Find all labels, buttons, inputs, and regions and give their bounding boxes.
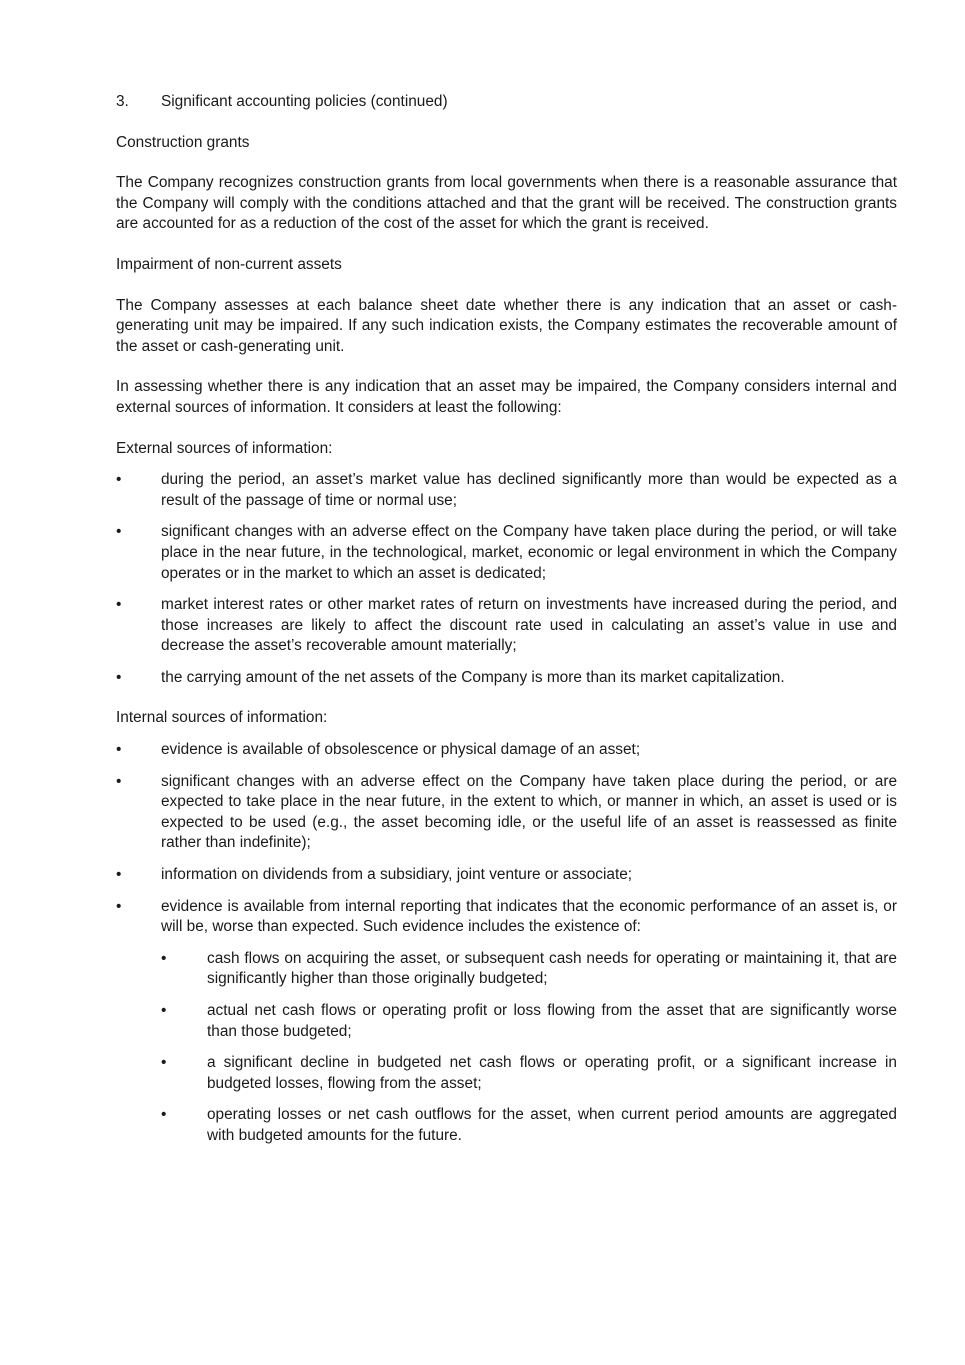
internal-evidence-sublist [161, 949, 897, 1147]
bullet-icon: • [116, 772, 122, 790]
list-item [116, 740, 897, 761]
bullet-icon: • [161, 1106, 167, 1124]
sub-list-item-text: a significant decline in budgeted net cash flows or operating profit, or a significant increase in budgeted losses, flowing from the asset; [207, 1054, 897, 1092]
list-item-text: significant changes with an adverse effect on the Company have taken place during the period, or will take place in the near future, in the technological, market, economic or legal environment in which the Company operates or in the market to which an asset is dedicated; [161, 523, 897, 582]
list-item-text: during the period, an asset’s market value has declined significantly more than would be expected as a result of the passage of time or normal use; [161, 471, 897, 509]
list-item [116, 772, 897, 854]
sub-list-item [161, 1001, 897, 1042]
bullet-icon: • [116, 668, 122, 686]
sub-list-item-text: actual net cash flows or operating profit or loss flowing from the asset that are significantly worse than those budgeted; [207, 1002, 897, 1040]
list-item [116, 522, 897, 584]
bullet-icon: • [161, 949, 167, 967]
construction-grants-paragraph: The Company recognizes construction grants from local governments when there is a reasonable assurance that the Company will comply with the conditions attached and that the grant will be received. The construction grants are accounted for as a reduction of the cost of the asset for which the grant is received. [116, 174, 897, 233]
list-item [116, 595, 897, 657]
list-item-text: evidence is available from internal reporting that indicates that the economic performance of an asset is, or will be, worse than expected. Such evidence includes the existence of: [161, 897, 897, 936]
section-title: Significant accounting policies (continued) [161, 93, 448, 110]
bullet-icon: • [161, 1054, 167, 1072]
list-item-text: evidence is available of obsolescence or physical damage of an asset; [161, 741, 641, 759]
bullet-icon: • [161, 1002, 167, 1019]
list-item [116, 668, 897, 689]
sub-list-item-text: operating losses or net cash outflows for the asset, when current period amounts are aggregated with budgeted amounts for the future. [207, 1106, 897, 1144]
external-sources-heading: External sources of information: [116, 439, 333, 457]
internal-sources-list [116, 740, 897, 1147]
impairment-paragraph-2: In assessing whether there is any indication that an asset may be impaired, the Company considers internal and external sources of information. It considers at least the following: [116, 378, 897, 416]
bullet-icon: • [116, 596, 122, 614]
sub-list-item [161, 1105, 897, 1146]
sub-list-item [161, 1053, 897, 1094]
section-number: 3. [116, 93, 129, 110]
bullet-icon: • [116, 866, 122, 884]
impairment-paragraph-1: The Company assesses at each balance sheet date whether there is any indication that an asset or cash-generating unit may be impaired. If any such indication exists, the Company estimates the recoverable amount of the asset or cash-generating unit. [116, 296, 897, 355]
external-sources-list [116, 470, 897, 688]
section-heading [116, 92, 897, 113]
bullet-icon: • [116, 741, 122, 759]
list-item-text: the carrying amount of the net assets of the Company is more than its market capitalization. [161, 668, 785, 686]
impairment-heading: Impairment of non-current assets [116, 255, 342, 273]
bullet-icon: • [116, 897, 122, 915]
document-page [116, 92, 897, 1147]
list-item-text: information on dividends from a subsidiary, joint venture or associate; [161, 866, 633, 884]
list-item-text: significant changes with an adverse effect on the Company have taken place during the period, or are expected to take place in the near future, in the extent to which, or manner in which, an asset is used or is expected to be used (e.g., the asset becoming idle, or the useful life of an asset is reassessed as finite rather than indefinite); [161, 772, 897, 852]
bullet-icon: • [116, 471, 122, 489]
construction-grants-heading: Construction grants [116, 133, 250, 151]
list-item [116, 865, 897, 886]
sub-list-item [161, 949, 897, 990]
list-item-text: market interest rates or other market rates of return on investments have increased during the period, and those increases are likely to affect the discount rate used in calculating an asset’s value in use and decrease the asset’s recoverable amount materially; [161, 596, 897, 655]
list-item [116, 470, 897, 511]
list-item [116, 897, 897, 1147]
internal-sources-heading: Internal sources of information: [116, 709, 328, 727]
bullet-icon: • [116, 523, 122, 541]
sub-list-item-text: cash flows on acquiring the asset, or subsequent cash needs for operating or maintaining it, that are significantly higher than those originally budgeted; [207, 949, 897, 988]
